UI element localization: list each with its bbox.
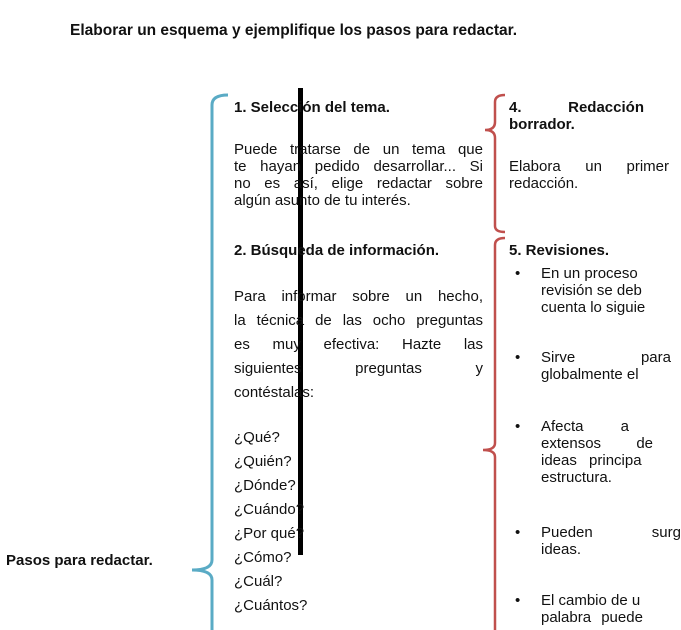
step4-heading <box>509 99 644 133</box>
bullet-icon: • <box>515 592 521 609</box>
bullet-icon: • <box>515 349 521 366</box>
text-line: Sirve para <box>541 349 671 366</box>
step1-body <box>234 141 483 209</box>
text-line: no es así, elige redactar sobre <box>234 175 483 192</box>
step5-heading: 5. Revisiones. <box>509 242 610 259</box>
question: ¿Qué? <box>234 429 280 446</box>
text-line: Puede tratarse de un tema que <box>234 141 483 158</box>
text-line: ideas principa <box>541 452 642 469</box>
text-line: Para informar sobre un hecho, <box>234 288 483 305</box>
question: ¿Cómo? <box>234 549 292 566</box>
text-line: extensos de <box>541 435 653 452</box>
text-line: Elabora un primer <box>509 158 669 175</box>
heading-line: 4. Redacción <box>509 99 644 116</box>
root-label: Pasos para redactar. <box>6 552 153 569</box>
text-line: estructura. <box>541 469 612 486</box>
question: ¿Cuál? <box>234 573 283 590</box>
text-line: globalmente el <box>541 366 639 383</box>
text-line: la técnica de las ocho preguntas <box>234 312 483 329</box>
question: ¿Por qué? <box>234 525 305 542</box>
text-line: ideas. <box>541 541 582 558</box>
text-line: revisión se deb <box>541 282 642 299</box>
question: ¿Cuántos? <box>234 597 308 614</box>
question: ¿Cuándo? <box>234 501 305 518</box>
question: ¿Quién? <box>234 453 292 470</box>
text-line: te hayan pedido desarrollar... Si <box>234 158 483 175</box>
heading-line: borrador. <box>509 116 575 133</box>
bullet-icon: • <box>515 524 521 541</box>
text-line: cuenta lo siguie <box>541 299 646 316</box>
bullet-icon: • <box>515 418 521 435</box>
bullet-icon: • <box>515 265 521 282</box>
question-list <box>234 426 307 618</box>
text-line: es muy efectiva: Hazte las <box>234 336 483 353</box>
step2-body <box>234 285 483 405</box>
text-line: redacción. <box>509 175 579 192</box>
step1-heading: 1. Selección del tema. <box>234 99 390 116</box>
step2-heading: 2. Búsqueda de información. <box>234 242 440 259</box>
question: ¿Dónde? <box>234 477 296 494</box>
text-line: Pueden surg <box>541 524 681 541</box>
page-title: Elaborar un esquema y ejemplifique los pasos para redactar. <box>70 22 518 39</box>
blue-brace <box>192 95 228 630</box>
red-brace-step4 <box>485 95 505 232</box>
text-line: siguientes preguntas y <box>234 360 483 377</box>
text-line: palabra puede <box>541 609 643 626</box>
red-brace-step5 <box>483 238 505 630</box>
text-line: Afecta a <box>541 418 629 435</box>
step4-body <box>509 158 669 192</box>
text-line: El cambio de u <box>541 592 641 609</box>
text-line: contéstalas: <box>234 384 315 401</box>
text-line: algún asunto de tu interés. <box>234 192 411 209</box>
text-line: En un proceso <box>541 265 638 282</box>
